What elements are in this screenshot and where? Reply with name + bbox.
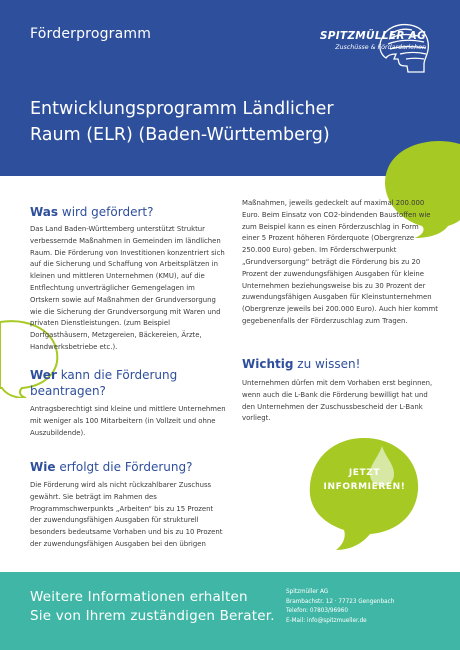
cta-label-line2: INFORMIEREN! — [323, 482, 406, 492]
section-wie-title-lead: Wie — [30, 460, 56, 474]
section-was-title-lead: Was — [30, 205, 59, 219]
footer-contact — [286, 588, 394, 626]
section-wer-title — [30, 367, 220, 399]
section-wer-text: Antragsberechtigt sind kleine und mittlere Unternehmen mit weniger als 100 Mitarbeitern (in Vollzeit und ohne Auszubildende). — [30, 405, 226, 437]
footer-address: Brambachstr. 12 · 77723 Gengenbach — [286, 598, 395, 605]
section-wer-title-lead: Wer — [30, 368, 57, 382]
cta-label[interactable] — [312, 466, 417, 494]
section-wichtig-title — [242, 356, 442, 372]
section-wie-title — [30, 459, 230, 475]
section-was-title — [30, 204, 230, 220]
footer-company: Spitzmüller AG — [286, 589, 329, 595]
logo-name: SPITZMÜLLER AG — [319, 30, 426, 42]
section-wichtig-title-lead: Wichtig — [242, 357, 294, 371]
page-title: Entwicklungsprogramm Ländlicher Raum (ELR) (Baden-Württemberg) — [30, 99, 334, 145]
section-wichtig-title-rest: zu wissen! — [293, 357, 361, 371]
footer-info-text — [30, 588, 275, 626]
header-label: Förderprogramm — [30, 26, 152, 42]
logo-tagline: Zuschüsse & Fördardarlehen — [335, 44, 426, 51]
section-wie-title-rest: erfolgt die Förderung? — [55, 460, 193, 474]
section-was-text: Das Land Baden-Württemberg unterstützt Struktur verbessernde Maßnahmen in Gemeinden im ländlichen Raum. Die Förderung von Investitionen konzentriert sich auf die Sicherung und Schaffung von Arbeitsplätzen in kleinen und mittleren Unternehmen (KMU), auf die Entflechtung unverträglicher Gemengelagen im Ortskern sowie auf Maßnahmen der Grundversorgung wie die Sicherung der Grundversorgung mit Waren und privaten Dienstleistungen. (zum Beispiel Dorfgasthäusern, Metzgereien, Bäckereien, Ärzte, Handwerksbetriebe etc.). — [30, 225, 225, 351]
footer-email[interactable]: E-Mail: info@spitzmueller.de — [286, 617, 367, 624]
section-wer-title-rest: kann die Förderung beantragen? — [30, 368, 178, 398]
footer-info-line1: Weitere Informationen erhalten — [30, 589, 248, 605]
footer-info-line2: Sie von Ihrem zuständigen Berater. — [30, 608, 275, 624]
section-wie-text: Die Förderung wird als nicht rückzahlbarer Zuschuss gewährt. Sie beträgt im Rahmen des Programmschwerpunkts „Arbeiten“ bis zu 15 Prozent der zuwendungsfähigen Ausgaben für strukturell besonders bedeutsame Vorhaben und bis zu 10 Prozent der zuwendungsfähigen Ausgaben bei den übrigen — [30, 481, 223, 548]
cta-label-line1: JETZT — [348, 468, 381, 478]
section-continued-text: Maßnahmen, jeweils gedeckelt auf maximal 200.000 Euro. Beim Einsatz von CO2-bindenden Baustoffen wie zum Beispiel kann es einen Förderzuschlag in Form einer 5 Prozent höheren Förderquote (Obergrenze 250.000 Euro) geben. Im Förderschwerpunkt „Grundversorgung“ beträgt die Förderung bis zu 20 Prozent der zuwendungsfähigen Ausgaben für kleine Unternehmen beziehungsweise bis zu 30 Prozent der zuwendungsfähigen Ausgaben für Kleinstunternehmen (Obergrenze jeweils bei 200.000 Euro). Auch hier kommt gegebenenfalls der Förderzuschlag zum Tragen. — [242, 199, 438, 325]
section-wichtig-text: Unternehmen dürfen mit dem Vorhaben erst beginnen, wenn auch die L-Bank die Förderung bewilligt hat und den Unternehmen der Zuschussbescheid der L-Bank vorliegt. — [242, 379, 433, 423]
section-was-title-rest: wird gefördert? — [58, 205, 154, 219]
footer-phone[interactable]: Telefon: 07803/96960 — [286, 608, 348, 615]
